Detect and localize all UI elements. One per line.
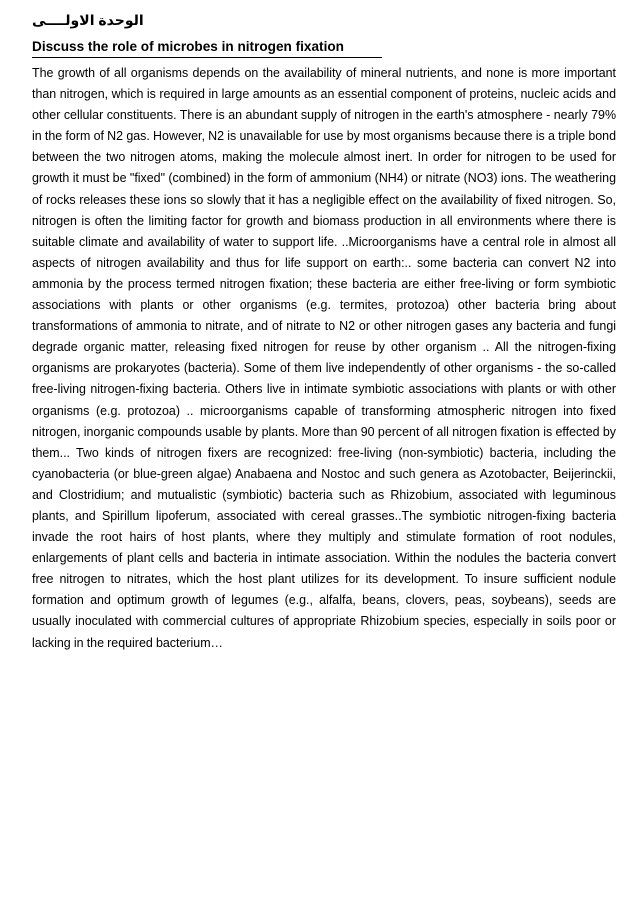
section-heading: Discuss the role of microbes in nitrogen fixation	[32, 37, 382, 58]
body-paragraph: The growth of all organisms depends on the availability of mineral nutrients, and none is more important than nitrogen, which is required in large amounts as an essential component of proteins, nucleic acids and other cellular constituents. There is an abundant supply of nitrogen in the earth's atmosphere - nearly 79% in the form of N2 gas. However, N2 is unavailable for use by most organisms because there is a triple bond between the two nitrogen atoms, making the molecule almost inert. In order for nitrogen to be used for growth it must be "fixed" (combined) in the form of ammonium (NH4) or nitrate (NO3) ions. The weathering of rocks releases these ions so slowly that it has a negligible effect on the availability of fixed nitrogen. So, nitrogen is often the limiting factor for growth and biomass production in all environments where there is suitable climate and availability of water to support life. ..Microorganisms have a central role in almost all aspects of nitrogen availability and thus for life support on earth:.. some bacteria can convert N2 into ammonia by the process termed nitrogen fixation; these bacteria are either free-living or form symbiotic associations with plants or other organisms (e.g. termites, protozoa) other bacteria bring about transformations of ammonia to nitrate, and of nitrate to N2 or other nitrogen gases any bacteria and fungi degrade organic matter, releasing fixed nitrogen for reuse by other organism .. All the nitrogen-fixing organisms are prokaryotes (bacteria). Some of them live independently of other organisms - the so-called free-living nitrogen-fixing bacteria. Others live in intimate symbiotic associations with plants or with other organisms (e.g. protozoa) .. microorganisms capable of transforming atmospheric nitrogen into fixed nitrogen, inorganic compounds usable by plants. More than 90 percent of all nitrogen fixation is effected by them... Two kinds of nitrogen fixers are recognized: free-living (non-symbiotic) bacteria, including the cyanobacteria (or blue-green algae) Anabaena and Nostoc and such genera as Azotobacter, Beijerinckii, and Clostridium; and mutualistic (symbiotic) bacteria such as Rhizobium, associated with leguminous plants, and Spirillum lipoferum, associated with cereal grasses..The symbiotic nitrogen-fixing bacteria invade the root hairs of host plants, where they multiply and stimulate formation of root nodules, enlargements of plant cells and bacteria in intimate association. Within the nodules the bacteria convert free nitrogen to nitrates, which the host plant utilizes for its development. To insure sufficient nodule formation and optimum growth of legumes (e.g., alfalfa, beans, clovers, peas, soybeans), seeds are usually inoculated with commercial cultures of appropriate Rhizobium species, especially in soils poor or lacking in the required bacterium…	[32, 66, 616, 650]
unit-title: الوحدة الاولــــى	[32, 12, 144, 28]
